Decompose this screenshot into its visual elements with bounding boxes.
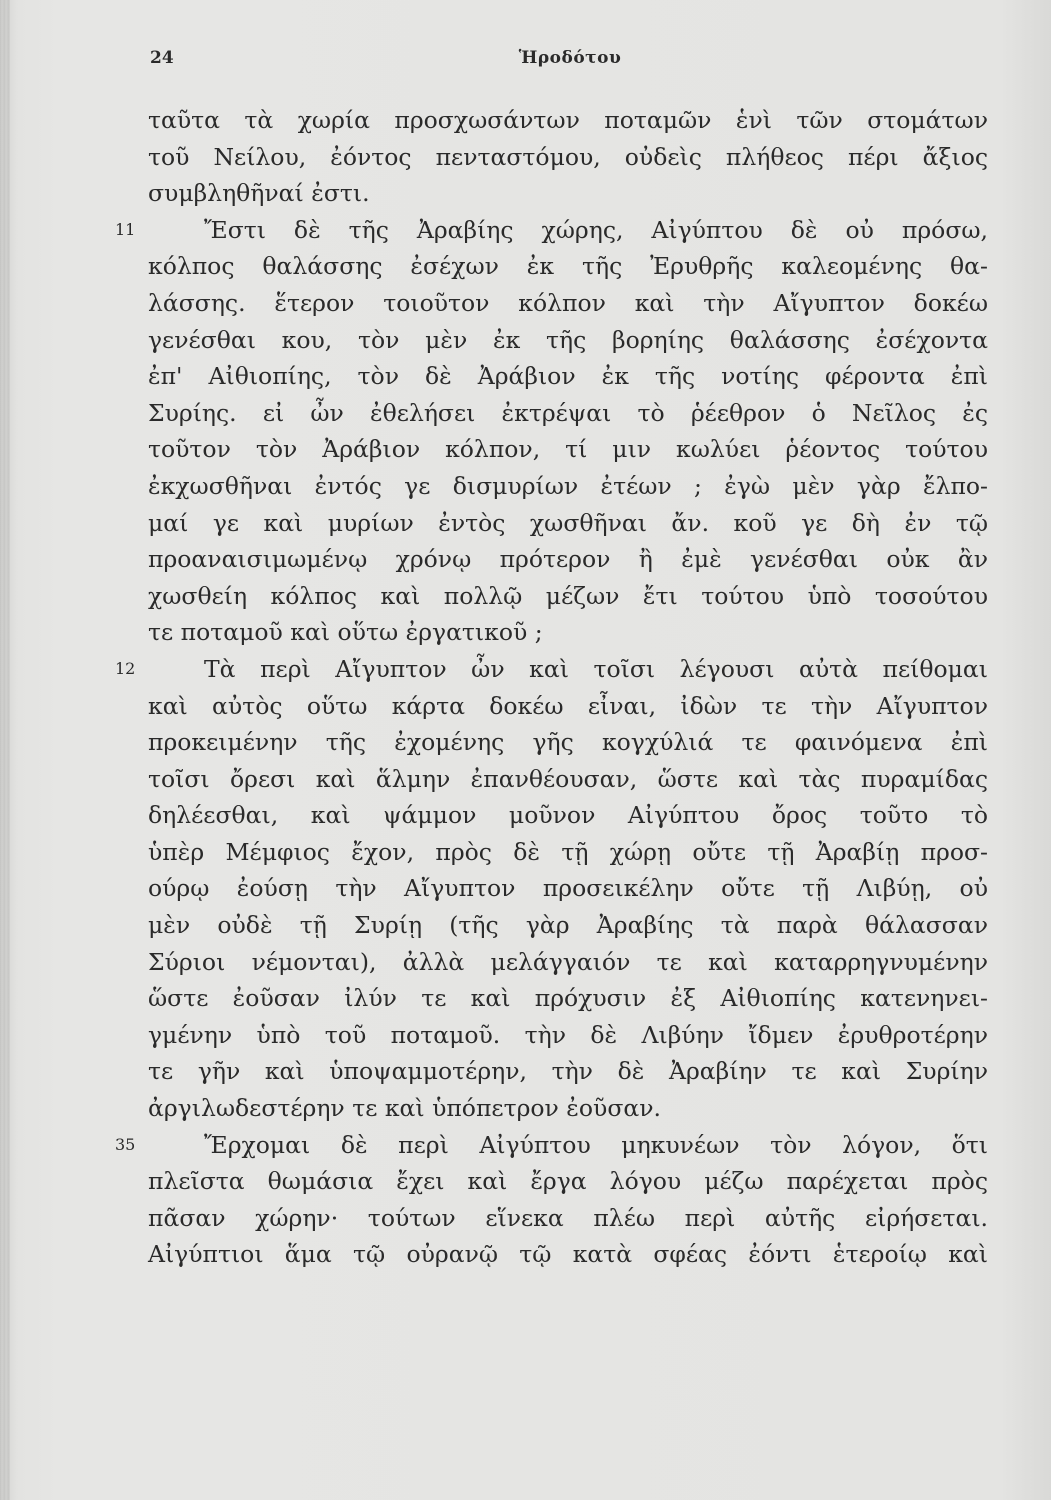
- line-text: μὲν οὐδὲ τῇ Συρίῃ (τῆς γὰρ Ἀραβίης τὰ παρὰ θάλασσαν: [148, 911, 988, 940]
- text-line: [148, 578, 988, 615]
- line-text: μαί γε καὶ μυρίων ἐντὸς χωσθῆναι ἄν. κοῦ γε δὴ ἐν τῷ: [148, 508, 988, 537]
- text-line: [148, 468, 988, 505]
- text-line: [148, 1200, 988, 1237]
- line-text: ἀργιλωδεστέρην τε καὶ ὑπόπετρον ἐοῦσαν.: [148, 1094, 662, 1123]
- text-line: [148, 541, 988, 578]
- text-line: [148, 285, 988, 322]
- line-text: λάσσης. ἕτερον τοιοῦτον κόλπον καὶ τὴν Αἴγυπτον δοκέω: [148, 288, 988, 317]
- line-number: 11: [115, 219, 136, 239]
- line-text: προκειμένην τῆς ἐχομένης γῆς κογχύλιά τε φαινόμενα ἐπὶ: [148, 728, 988, 757]
- line-text: πλεῖστα θωμάσια ἔχει καὶ ἔργα λόγου μέζω παρέχεται πρὸς: [148, 1167, 988, 1196]
- text-line: [148, 139, 988, 176]
- text-line: [148, 944, 988, 981]
- line-text: συμβληθῆναί ἐστι.: [148, 179, 370, 208]
- text-line: [115, 651, 988, 688]
- line-text: πᾶσαν χώρην· τούτων εἵνεκα πλέω περὶ αὐτῆς εἰρήσεται.: [148, 1203, 988, 1232]
- text-line: [115, 1127, 988, 1164]
- line-text: ὥστε ἐοῦσαν ἰλύν τε καὶ πρόχυσιν ἐξ Αἰθιοπίης κατενηνει-: [148, 984, 988, 1013]
- body-text: [115, 102, 988, 1273]
- text-line: [148, 395, 988, 432]
- line-text: γενέσθαι κου, τὸν μὲν ἐκ τῆς βορηίης θαλάσσης ἐσέχοντα: [148, 325, 988, 354]
- line-text: ὑπὲρ Μέμφιος ἔχον, πρὸς δὲ τῇ χώρῃ οὔτε τῇ Ἀραβίῃ προσ-: [148, 837, 988, 866]
- text-line: [148, 761, 988, 798]
- text-line: [148, 614, 988, 651]
- line-text: τοῦτον τὸν Ἀράβιον κόλπον, τί μιν κωλύει ῥέοντος τούτου: [148, 435, 988, 464]
- text-line: [148, 1163, 988, 1200]
- line-text: Αἰγύπτιοι ἅμα τῷ οὐρανῷ τῷ κατὰ σφέας ἐόντι ἑτεροίῳ καὶ: [148, 1240, 988, 1269]
- line-text: ἐκχωσθῆναι ἐντός γε δισμυρίων ἐτέων ; ἐγὼ μὲν γὰρ ἔλπο-: [148, 471, 988, 500]
- text-line: [148, 870, 988, 907]
- text-line: [115, 212, 988, 249]
- line-number: 12: [115, 658, 136, 678]
- line-text: Συρίης. εἰ ὦν ἐθελήσει ἐκτρέψαι τὸ ῥέεθρον ὁ Νεῖλος ἐς: [148, 398, 988, 427]
- line-text: τοῖσι ὄρεσι καὶ ἅλμην ἐπανθέουσαν, ὥστε καὶ τὰς πυραμίδας: [148, 764, 988, 793]
- text-line: [148, 431, 988, 468]
- line-text: χωσθείη κόλπος καὶ πολλῷ μέζων ἔτι τούτου ὑπὸ τοσούτου: [148, 581, 988, 610]
- line-number: 35: [115, 1134, 136, 1154]
- text-line: [148, 907, 988, 944]
- line-text: ταῦτα τὰ χωρία προσχωσάντων ποταμῶν ἑνὶ τῶν στομάτων: [148, 106, 988, 134]
- line-text: ούρῳ ἐούσῃ τὴν Αἴγυπτον προσεικέλην οὔτε τῇ Λιβύῃ, οὐ: [148, 874, 988, 903]
- line-text: ἐπ' Αἰθιοπίης, τὸν δὲ Ἀράβιον ἐκ τῆς νοτίης φέροντα ἐπὶ: [148, 362, 988, 391]
- line-text: προαναισιμωμένῳ χρόνῳ πρότερον ἢ ἐμὲ γενέσθαι οὐκ ἂν: [148, 545, 988, 574]
- line-text: δηλέεσθαι, καὶ ψάμμον μοῦνον Αἰγύπτου ὄρος τοῦτο τὸ: [148, 801, 988, 830]
- text-line: [148, 102, 988, 139]
- line-text: Σύριοι νέμονται), ἀλλὰ μελάγγαιόν τε καὶ καταρρηγνυμένην: [148, 947, 988, 976]
- text-line: [148, 505, 988, 542]
- line-text: τε ποταμοῦ καὶ οὕτω ἐργατικοῦ ;: [148, 618, 543, 647]
- text-line: [148, 834, 988, 871]
- text-line: [148, 688, 988, 725]
- text-line: [148, 724, 988, 761]
- running-head: [150, 48, 990, 74]
- page-number: 24: [150, 48, 174, 68]
- text-line: [148, 322, 988, 359]
- text-line: [148, 980, 988, 1017]
- line-text: Ἔρχομαι δὲ περὶ Αἰγύπτου μηκυνέων τὸν λόγον, ὅτι: [204, 1130, 988, 1159]
- text-line: [148, 248, 988, 285]
- line-text: γμένην ὑπὸ τοῦ ποταμοῦ. τὴν δὲ Λιβύην ἴδμεν ἐρυθροτέρην: [148, 1020, 988, 1049]
- text-line: [148, 175, 988, 212]
- line-text: Τὰ περὶ Αἴγυπτον ὦν καὶ τοῖσι λέγουσι αὐτὰ πείθομαι: [204, 654, 988, 683]
- running-title: Ἡροδότου: [518, 48, 622, 68]
- text-line: [148, 1053, 988, 1090]
- text-line: [148, 1090, 988, 1127]
- line-text: τοῦ Νείλου, ἐόντος πενταστόμου, οὐδεὶς πλήθεος πέρι ἄξιος: [148, 142, 988, 171]
- line-text: κόλπος θαλάσσης ἐσέχων ἐκ τῆς Ἐρυθρῆς καλεομένης θα-: [148, 252, 988, 281]
- text-line: [148, 797, 988, 834]
- line-text: τε γῆν καὶ ὑποψαμμοτέρην, τὴν δὲ Ἀραβίην τε καὶ Συρίην: [148, 1057, 988, 1086]
- page-edge: [0, 0, 10, 1500]
- text-line: [148, 1236, 988, 1273]
- line-text: Ἔστι δὲ τῆς Ἀραβίης χώρης, Αἰγύπτου δὲ οὐ πρόσω,: [204, 215, 988, 244]
- text-line: [148, 1017, 988, 1054]
- text-line: [148, 358, 988, 395]
- line-text: καὶ αὐτὸς οὕτω κάρτα δοκέω εἶναι, ἰδὼν τε τὴν Αἴγυπτον: [148, 691, 988, 720]
